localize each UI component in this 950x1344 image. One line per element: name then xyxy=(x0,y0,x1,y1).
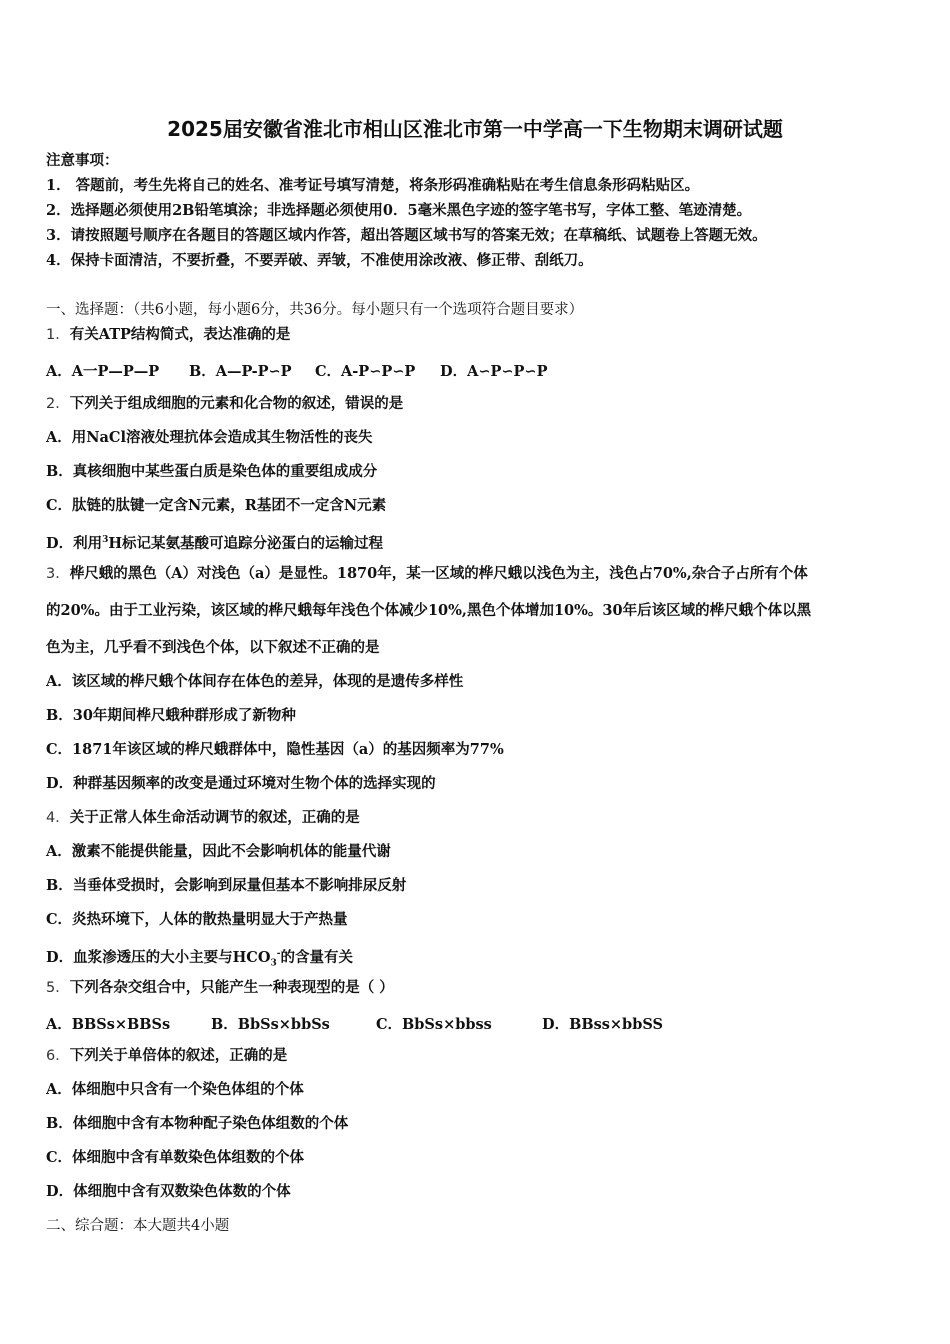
question-stem: 下列各杂交组合中，只能产生一种表现型的是（ ） xyxy=(69,979,394,996)
option-c: C．A-P∽P∽P xyxy=(315,363,416,380)
option-d: D．体细胞中含有双数染色体数的个体 xyxy=(46,1183,291,1200)
option-d-text: D．利用 xyxy=(46,534,103,552)
question-stem: 有关ATP结构简式，表达准确的是 xyxy=(69,326,291,343)
option-d xyxy=(46,530,383,554)
option-d: D．A∽P∽P∽P xyxy=(440,363,548,380)
option-b: B．30年期间桦尺蛾种群形成了新物种 xyxy=(46,707,296,724)
question-stem: 下列关于组成细胞的元素和化合物的叙述，错误的是 xyxy=(69,395,404,412)
option-b: B．真核细胞中某些蛋白质是染色体的重要组成成分 xyxy=(46,463,378,480)
question-number: 5． xyxy=(46,980,70,996)
question-stem: 下列关于单倍体的叙述，正确的是 xyxy=(69,1047,288,1064)
option-c: C．1871年该区域的桦尺蛾群体中，隐性基因（a）的基因频率为77% xyxy=(46,741,504,758)
option-a: A．激素不能提供能量，因此不会影响机体的能量代谢 xyxy=(46,843,391,860)
option-d-text: 的含量有关 xyxy=(280,948,353,966)
option-a: A．用NaCl溶液处理抗体会造成其生物活性的丧失 xyxy=(46,429,373,446)
question-4 xyxy=(46,808,360,828)
question-number: 2． xyxy=(46,396,70,412)
question-stem-cont: 的20%。由于工业污染，该区域的桦尺蛾每年浅色个体减少10%,黑色个体增加10%。30年后该区域的桦尺蛾个体以黑 xyxy=(46,602,812,619)
notice-heading: 注意事项： xyxy=(46,152,119,169)
question-5 xyxy=(46,978,394,998)
option-a: A．BBSs×BBSs xyxy=(46,1016,171,1033)
notice-item: 2．选择题必须使用2B铅笔填涂；非选择题必须使用0．5毫米黑色字迹的签字笔书写，字体工整、笔迹清楚。 xyxy=(46,202,752,219)
option-d: D．种群基因频率的改变是通过环境对生物个体的选择实现的 xyxy=(46,775,436,792)
subscript: 3 xyxy=(270,958,277,969)
notice-item: 4．保持卡面清洁，不要折叠，不要弄破、弄皱，不准使用涂改液、修正带、刮纸刀。 xyxy=(46,252,593,269)
option-d-text: H标记某氨基酸可追踪分泌蛋白的运输过程 xyxy=(108,534,384,552)
notice-item: 1． 答题前，考生先将自己的姓名、准考证号填写清楚，将条形码准确粘贴在考生信息条形码粘贴区。 xyxy=(46,177,700,194)
page-title: 2025届安徽省淮北市相山区淮北市第一中学高一下生物期末调研试题 xyxy=(167,117,783,141)
q5-options xyxy=(46,1013,663,1034)
question-number: 3． xyxy=(46,566,70,582)
question-number: 4． xyxy=(46,810,70,826)
option-c: C．肽链的肽键一定含N元素，R基团不一定含N元素 xyxy=(46,497,387,514)
question-number: 6． xyxy=(46,1048,70,1064)
question-1 xyxy=(46,325,290,345)
option-b: B．体细胞中含有本物种配子染色体组数的个体 xyxy=(46,1115,349,1132)
option-a: A．A一P—P—P xyxy=(46,363,160,380)
option-d xyxy=(46,944,353,974)
option-b: B．A—P-P∽P xyxy=(189,363,292,380)
question-3 xyxy=(46,564,808,584)
option-a: A．该区域的桦尺蛾个体间存在体色的差异，体现的是遗传多样性 xyxy=(46,673,464,690)
question-stem: 关于正常人体生命活动调节的叙述，正确的是 xyxy=(69,809,360,826)
question-6 xyxy=(46,1046,287,1066)
question-number: 1． xyxy=(46,327,70,343)
option-b: B．BbSs×bbSs xyxy=(211,1016,330,1033)
option-c: C．体细胞中含有单数染色体组数的个体 xyxy=(46,1149,305,1166)
question-stem: 桦尺蛾的黑色（A）对浅色（a）是显性。1870年，某一区域的桦尺蛾以浅色为主，浅色占70%,杂合子占所有个体 xyxy=(69,565,808,582)
section-heading: 二、综合题：本大题共4小题 xyxy=(46,1218,230,1234)
question-2 xyxy=(46,394,403,414)
section-heading: 一、选择题：（共6小题，每小题6分，共36分。每小题只有一个选项符合题目要求） xyxy=(46,302,584,318)
option-c: C．BbSs×bbss xyxy=(376,1016,492,1033)
option-a: A．体细胞中只含有一个染色体组的个体 xyxy=(46,1081,304,1098)
question-stem-cont: 色为主，几乎看不到浅色个体，以下叙述不正确的是 xyxy=(46,639,380,656)
notice-item: 3．请按照题号顺序在各题目的答题区域内作答，超出答题区域书写的答案无效；在草稿纸、试题卷上答题无效。 xyxy=(46,227,767,244)
option-c: C．炎热环境下，人体的散热量明显大于产热量 xyxy=(46,911,348,928)
q1-options xyxy=(46,360,547,381)
superscript: - xyxy=(276,949,281,959)
option-d-text: D．血浆渗透压的大小主要与HCO xyxy=(46,948,271,966)
option-b: B．当垂体受损时，会影响到尿量但基本不影响排尿反射 xyxy=(46,877,407,894)
superscript: 3 xyxy=(102,535,109,545)
option-d: D．BBss×bbSS xyxy=(542,1016,663,1033)
